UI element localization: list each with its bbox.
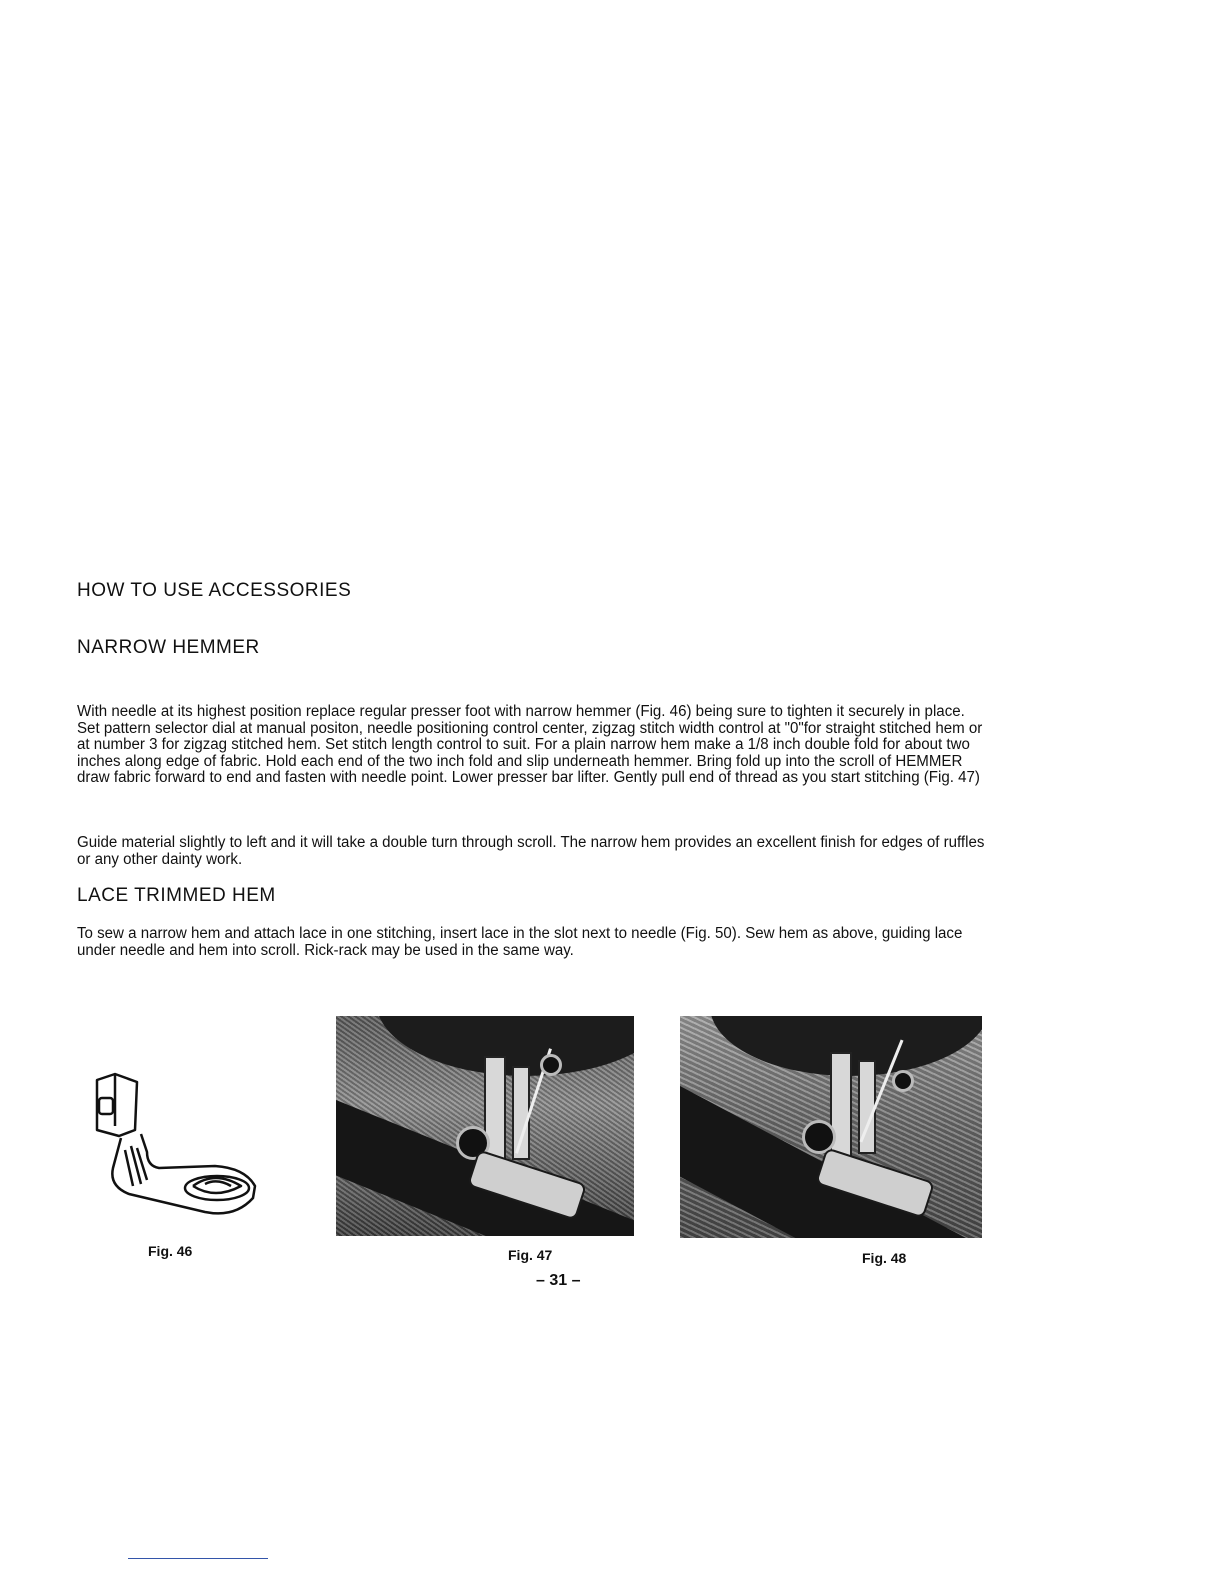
narrow-hemmer-text-2 bbox=[77, 835, 988, 868]
lace-trimmed-hem-text bbox=[77, 926, 988, 959]
lace-trimmed-hem-paragraph: To sew a narrow hem and attach lace in one stitching, insert lace in the slot next to needle (Fig. 50). Sew hem as above, guiding lace under needle and hem into scroll. Rick-rack may be used in the same way. bbox=[77, 925, 963, 959]
fig-47-caption: Fig. 47 bbox=[508, 1247, 553, 1263]
page-number: – 31 – bbox=[536, 1272, 581, 1289]
narrow-hemmer-heading: NARROW HEMMER bbox=[77, 637, 260, 658]
fig-46-caption: Fig. 46 bbox=[148, 1243, 193, 1259]
footnote-rule bbox=[128, 1558, 268, 1559]
narrow-hemmer-paragraph-2: Guide material slightly to left and it will take a double turn through scroll. The narrow hem provides an excellent finish for edges of ruffles or any other dainty work. bbox=[77, 834, 985, 868]
fig-47-photo bbox=[336, 1016, 634, 1236]
fig-48-caption: Fig. 48 bbox=[862, 1250, 907, 1266]
narrow-hemmer-text bbox=[77, 704, 988, 787]
narrow-hemmer-paragraph-1: With needle at its highest position replace regular presser foot with narrow hemmer (Fig. 46) being sure to tighten it securely in place. Set pattern selector dial at manual positon, needle positioning control center, zigzag stitch width control at "0"for straight stitched hem or at number 3 for zigzag stitched hem. Set stitch length control to suit. For a plain narrow hem make a 1/8 inch double fold for about two inches along edge of fabric. Hold each end of the two inch fold and slip underneath hemmer. Bring fold up into the scroll of HEMMER draw fabric forward to end and fasten with needle point. Lower presser bar lifter. Gently pull end of thread as you start stitching (Fig. 47) bbox=[77, 703, 983, 786]
narrow-hemmer-foot-illustration bbox=[85, 1060, 275, 1225]
lace-trimmed-hem-heading: LACE TRIMMED HEM bbox=[77, 885, 276, 906]
fig-48-photo bbox=[680, 1016, 982, 1238]
main-heading: HOW TO USE ACCESSORIES bbox=[77, 580, 352, 601]
